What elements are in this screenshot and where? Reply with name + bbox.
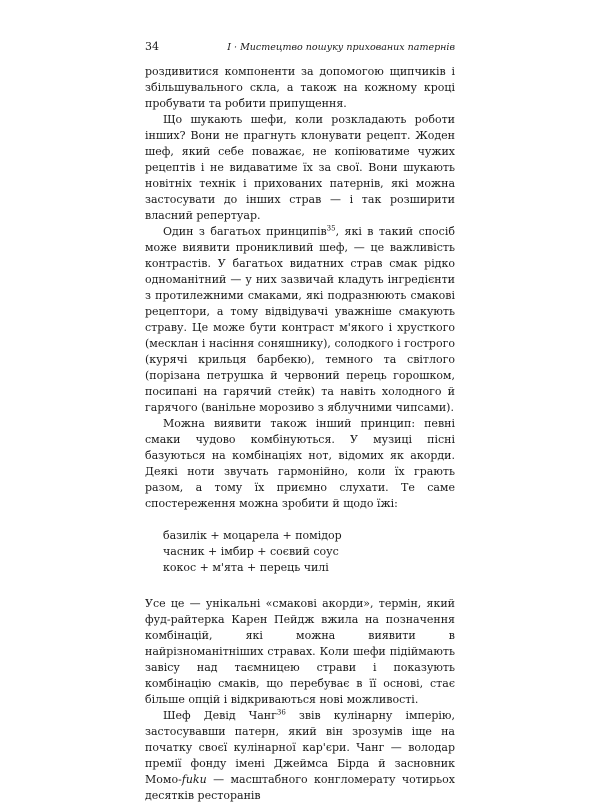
momofuku-italic: fuku — [181, 773, 207, 786]
footnote-ref-36: 36 — [276, 708, 286, 717]
paragraph-flavor-chords: Усе це — унікальні «смакові акорди», термін, який фуд-райтерка Карен Пейдж вжила на позначення комбінацій, які можна виявити в найрізноманітніших стравах. Коли шефи підіймають завісу над таємницею страви і показують комбінацію смаків, що перебуває в її основі, стає більше опцій і відкриваються нові можливості. — [145, 597, 455, 706]
paragraph-chang — [145, 708, 455, 804]
contrasts-text-start: Один з багатьох принципів — [163, 225, 327, 238]
paragraph-chefs: Що шукають шефи, коли розкладають роботи інших? Вони не прагнуть клонувати рецепт. Жоден шеф, який себе поважає, не копіюватиме чужих рецептів і не видаватиме їх за свої. Вони шукають новітніх технік і прихованих патернів, які можна застосувати до інших страв — і так розширити власний репертуар. — [145, 113, 455, 222]
combo-item: часник + імбир + соєвий соус — [163, 545, 339, 558]
paragraph-chords: Можна виявити також інший принцип: певні смаки чудово комбінуються. У музиці пісні базуються на комбінаціях нот, відомих як акорди. Деякі ноти звучать гармонійно, коли їх грають разом, а тому їх приємно слухати. Те саме спостереження можна зробити й щодо їжі: — [145, 417, 455, 510]
chang-text-end: — масштабного конгломерату чотирьох десятків ресторанів — [145, 773, 455, 802]
page-body — [145, 64, 455, 804]
chang-text-mid: звів кулінарну імперію, застосувавши патерн, який він зрозумів іще на початку своєї кулінарної кар'єри. Чанг — володар премії фонду імені Джеймса Бірда й засновник Момо- — [145, 709, 455, 786]
chang-text-start: Шеф Девід Чанг — [163, 709, 277, 722]
paragraph-continuation: роздивитися компоненти за допомогою щипчиків і збільшувального скла, а також на кожному кроці пробувати та робити припущення. — [145, 65, 455, 110]
flavor-combos-list — [163, 528, 455, 576]
page-number: 34 — [145, 40, 159, 53]
running-head: I · Мистецтво пошуку прихованих патернів — [227, 42, 455, 53]
page-header — [145, 40, 455, 53]
contrasts-text-end: , які в такий спосіб може виявити проникливий шеф, — це важливість контрастів. У багатьох видатних страв смак рідко одноманітний — у них зазвичай кладуть інгредієнти з протилежними смаками, які подразнюють смакові рецептори, а тому відвідувачі уважніше смакують страву. Це може бути контраст м'якого і хрусткого (месклан і насіння соняшнику), солодкого і гострого (курячі крильця барбекю), темного та світлого (порізана петрушка й червоний перець горошком, посипані на гарячий стейк) та навіть холодного й гарячого (ванільне морозиво з яблучними чипсами). — [145, 225, 455, 414]
combo-item: кокос + м'ята + перець чилі — [163, 561, 329, 574]
footnote-ref-35: 35 — [326, 224, 336, 233]
combo-item: базилік + моцарела + помідор — [163, 529, 342, 542]
paragraph-contrasts — [145, 224, 455, 416]
